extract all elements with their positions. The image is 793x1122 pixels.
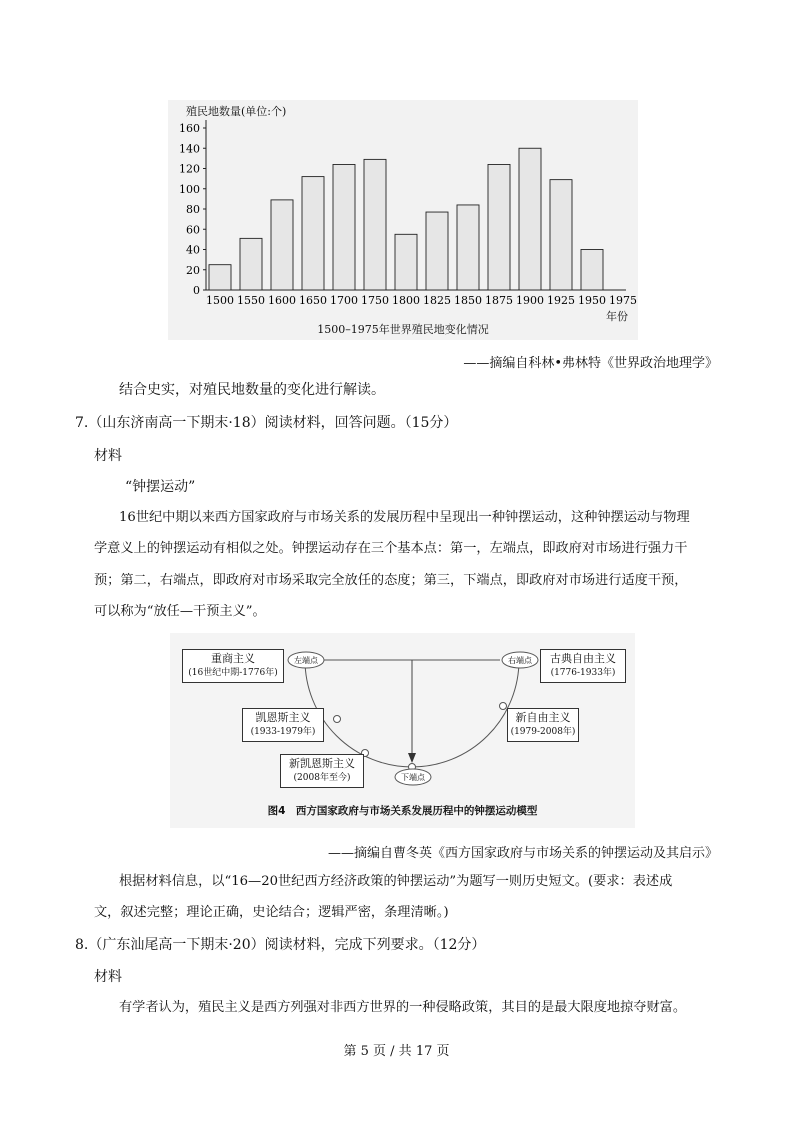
- y-tick-label: 100: [179, 182, 200, 196]
- left-point-label: 左端点: [294, 656, 318, 665]
- bar-chart-figure: [168, 100, 638, 340]
- chart-title: 1500–1975年世界殖民地变化情况: [317, 323, 489, 336]
- pendulum-diagram: [170, 633, 635, 828]
- x-tick-label: 1500: [206, 294, 234, 307]
- bar-1500: [209, 265, 231, 290]
- x-tick-label: 1850: [454, 294, 482, 307]
- diagram-caption: 图4 西方国家政府与市场关系发展历程中的钟摆运动模型: [267, 805, 538, 817]
- q7-paragraph-line: 可以称为“放任—干预主义”。: [94, 604, 266, 619]
- x-tick-label: 1550: [237, 294, 265, 307]
- x-tick-label: 1900: [516, 294, 544, 307]
- keynesianism-box: [242, 708, 324, 742]
- q7-subtitle: “钟摆运动”: [125, 479, 196, 495]
- q6-prompt: 结合史实，对殖民地数量的变化进行解读。: [119, 382, 385, 398]
- y-tick-label: 60: [186, 223, 200, 237]
- bottom-point-label: 下端点: [401, 773, 425, 782]
- q7-source: ——摘编自曹冬英《西方国家政府与市场关系的钟摆运动及其启示》: [327, 846, 718, 861]
- q7-paragraph-line: 16世纪中期以来西方国家政府与市场关系的发展历程中呈现出一种钟摆运动，这种钟摆运动与物理: [119, 510, 690, 525]
- bar-1750: [364, 159, 386, 290]
- x-tick-label: 1975: [609, 294, 637, 307]
- x-tick-label: 1950: [578, 294, 606, 307]
- bar-chart: [168, 100, 638, 340]
- q8-paragraph: 有学者认为，殖民主义是西方列强对非西方世界的一种侵略政策，其目的是最大限度地掠夺财富。: [119, 1000, 687, 1015]
- classical-liberalism-title: 古典自由主义: [550, 652, 616, 665]
- neoliberalism-box: [507, 708, 579, 742]
- mercantilism-period: (16世纪中期-1776年): [188, 668, 278, 678]
- y-tick-label: 20: [186, 263, 200, 277]
- bar-1950: [581, 250, 603, 291]
- q7-requirement-line: 文，叙述完整；理论正确，史论结合；逻辑严密，条理清晰。): [94, 905, 449, 920]
- new-keynesianism-period: (2008年至今): [293, 773, 351, 783]
- bar-1900: [519, 148, 541, 290]
- chart-source: ——摘编自科林•弗林特《世界政治地理学》: [463, 356, 718, 371]
- neoliberalism-period: (1979-2008年): [510, 727, 576, 737]
- mercantilism-title: 重商主义: [211, 652, 255, 665]
- q7-requirement-line: 根据材料信息，以“16—20世纪西方经济政策的钟摆运动”为题写一则历史短文。(要求：表述成: [119, 874, 673, 889]
- bar-1800: [395, 234, 417, 290]
- y-tick-label: 160: [179, 122, 200, 135]
- bar-1550: [240, 238, 262, 290]
- x-tick-label: 1750: [361, 294, 389, 307]
- x-tick-label: 1925: [547, 294, 575, 307]
- new-keynesianism-title: 新凯恩斯主义: [289, 757, 355, 770]
- bar-1875: [488, 164, 510, 290]
- bar-1850: [457, 205, 479, 290]
- bar-1650: [302, 177, 324, 290]
- x-tick-label: 1650: [299, 294, 327, 307]
- y-tick-label: 120: [179, 162, 200, 176]
- bar-1700: [333, 164, 355, 290]
- classical-liberalism-period: (1776-1933年): [550, 668, 616, 678]
- y-tick-label: 80: [186, 203, 200, 216]
- right-point-label: 右端点: [508, 656, 532, 665]
- bar-1825: [426, 212, 448, 290]
- x-tick-label: 1875: [485, 294, 513, 307]
- keynesianism-period: (1933-1979年): [250, 727, 316, 737]
- y-tick-label: 0: [193, 284, 200, 297]
- q7-header: 7.（山东济南高一下期末·18）阅读材料，回答问题。（15分）: [75, 415, 458, 431]
- bar-1925: [550, 180, 572, 290]
- q8-material-label: 材料: [94, 969, 122, 985]
- x-tick-label: 1600: [268, 294, 296, 307]
- bar-1600: [271, 200, 293, 290]
- x-tick-label: 1700: [330, 294, 358, 307]
- mercantilism-box: [182, 649, 284, 683]
- q8-header: 8.（广东汕尾高一下期末·20）阅读材料，完成下列要求。（12分）: [75, 937, 486, 953]
- neoliberalism-title: 新自由主义: [515, 711, 571, 724]
- q7-material-label: 材料: [94, 448, 122, 464]
- page-footer: 第 5 页 / 共 17 页: [343, 1044, 450, 1059]
- new-keynesianism-box: [280, 754, 364, 788]
- chart-ylabel: 殖民地数量(单位:个): [186, 105, 287, 118]
- q7-paragraph-line: 预；第二，右端点，即政府对市场采取完全放任的态度；第三，下端点，即政府对市场进行适度干预，: [94, 573, 688, 588]
- y-tick-label: 140: [179, 142, 200, 156]
- classical-liberalism-box: [540, 649, 626, 683]
- y-tick-label: 40: [186, 243, 200, 257]
- keynesianism-title: 凯恩斯主义: [255, 711, 311, 724]
- x-tick-label: 1800: [392, 294, 420, 307]
- q7-paragraph-line: 学意义上的钟摆运动有相似之处。钟摆运动存在三个基本点：第一，左端点，即政府对市场进行强力干: [94, 541, 688, 556]
- x-tick-label: 1825: [423, 294, 451, 307]
- chart-xlabel: 年份: [606, 310, 628, 323]
